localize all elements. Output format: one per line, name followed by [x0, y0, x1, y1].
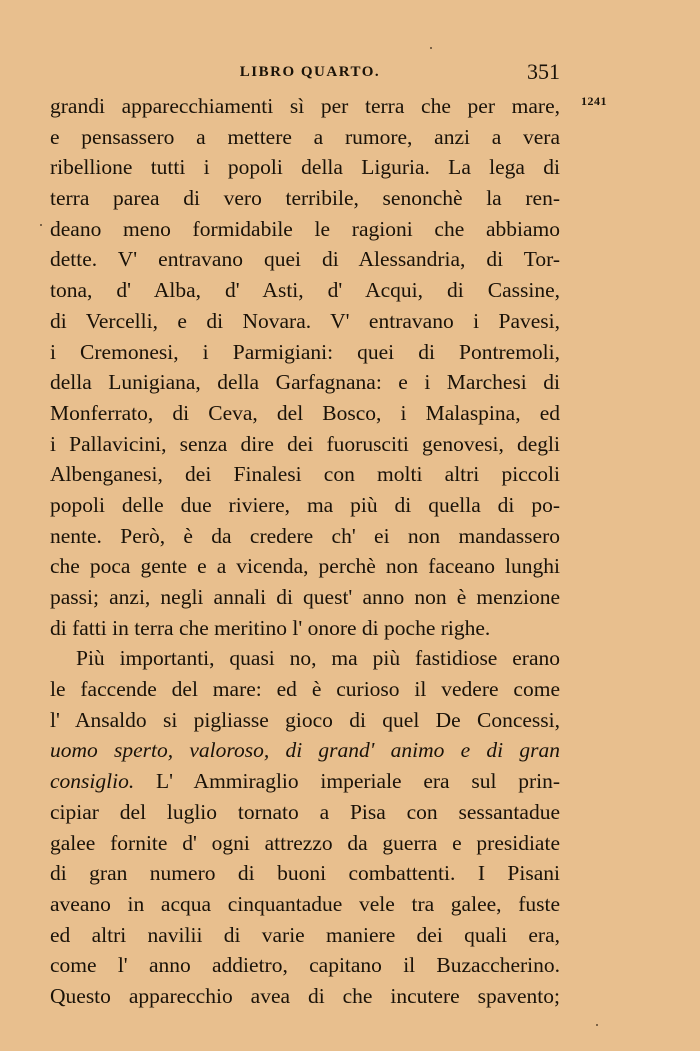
text-line: galee fornite d' ogni attrezzo da guerra e presidiate: [50, 830, 560, 855]
mixed-text-line: [50, 766, 560, 797]
text-line: Questo apparecchio avea di che incutere spavento;: [50, 983, 560, 1008]
text-line: popoli delle due riviere, ma più di quella di po-: [50, 492, 560, 517]
italic-quote-end: consiglio.: [50, 769, 135, 794]
paragraph-first-line: Più importanti, quasi no, ma più fastidiose erano: [76, 646, 560, 671]
text-line: della Lunigiana, della Garfagnana: e i Marchesi di: [50, 370, 560, 395]
text-line: le faccende del mare: ed è curioso il vedere come: [50, 677, 560, 702]
paper-speck: [40, 224, 42, 226]
text-line: grandi apparecchiamenti sì per terra che per mare,: [50, 94, 560, 118]
text-line: nente. Però, è da credere ch' ei non mandassero: [50, 523, 560, 548]
text-line: aveano in acqua cinquantadue vele tra galee, fuste: [50, 891, 560, 916]
paper-speck: [596, 1024, 598, 1026]
text-line: di Vercelli, e di Novara. V' entravano i Pavesi,: [50, 308, 560, 333]
text-line: che poca gente e a vicenda, perchè non faceano lunghi: [50, 554, 560, 579]
text-line: dette. V' entravano quei di Alessandria, di Tor-: [50, 247, 560, 272]
text-line: e pensassero a mettere a rumore, anzi a vera: [50, 124, 560, 149]
italic-quote-line: uomo sperto, valoroso, di grand' animo e di gran: [50, 738, 560, 763]
text-line: i Cremonesi, i Parmigiani: quei di Pontremoli,: [50, 339, 560, 364]
text-line: di gran numero di buoni combattenti. I Pisani: [50, 861, 560, 886]
paper-speck: [430, 47, 432, 49]
margin-year-note: 1241: [581, 94, 607, 108]
text-span: L' Ammiraglio imperiale era sul prin-: [134, 769, 560, 794]
text-line: l' Ansaldo si pigliasse gioco di quel De Concessi,: [50, 707, 560, 732]
text-line: tona, d' Alba, d' Asti, d' Acqui, di Cassine,: [50, 278, 560, 303]
running-title: LIBRO QUARTO.: [239, 64, 381, 80]
page-header: [50, 59, 560, 88]
text-line: come l' anno addietro, capitano il Buzaccherino.: [50, 953, 560, 978]
text-line: Albenganesi, dei Finalesi con molti altri piccoli: [50, 462, 560, 487]
text-line: cipiar del luglio tornato a Pisa con sessantadue: [50, 799, 560, 824]
text-line: ed altri navilii di varie maniere dei quali era,: [50, 922, 560, 947]
text-line: ribellione tutti i popoli della Liguria. La lega di: [50, 155, 560, 180]
page-number: 351: [527, 59, 560, 84]
body-text: [50, 91, 560, 1012]
paragraph-last-line: di fatti in terra che meritino l' onore di poche righe.: [50, 615, 491, 640]
text-line: i Pallavicini, senza dire dei fuorusciti genovesi, degli: [50, 431, 560, 456]
text-line: passi; anzi, negli annali di quest' anno non è menzione: [50, 585, 560, 609]
text-line: deano meno formidabile le ragioni che abbiamo: [50, 216, 560, 241]
text-line: Monferrato, di Ceva, del Bosco, i Malaspina, ed: [50, 400, 560, 425]
text-line: terra parea di vero terribile, senonchè la ren-: [50, 186, 560, 211]
